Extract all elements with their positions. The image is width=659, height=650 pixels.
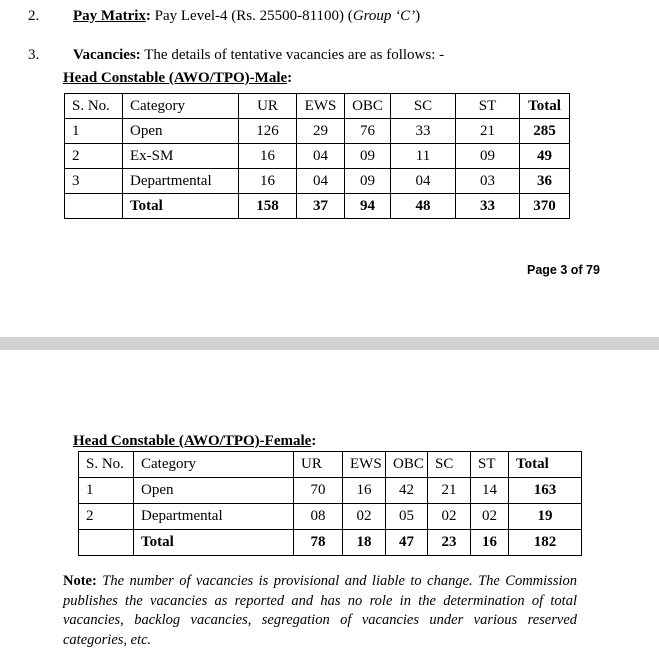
- table-cell: 23: [428, 530, 471, 556]
- table-cell: 1: [79, 478, 134, 504]
- female-vacancy-table: [78, 451, 582, 556]
- table-total-row: [79, 530, 582, 556]
- col-header-obc: OBC: [386, 452, 428, 478]
- table-cell: 70: [294, 478, 343, 504]
- table-cell: Departmental: [134, 504, 294, 530]
- table-cell: [79, 530, 134, 556]
- table-cell: 09: [345, 169, 391, 194]
- table-cell: Total: [123, 194, 239, 219]
- item-number: 3.: [28, 47, 40, 63]
- table-cell: 21: [456, 119, 520, 144]
- table-cell: 2: [79, 504, 134, 530]
- note-label: Note:: [63, 573, 97, 589]
- vacancies-text: Vacancies: The details of tentative vacancies are as follows: -: [73, 47, 445, 63]
- page-separator: [0, 337, 659, 350]
- table-row: [65, 119, 570, 144]
- table-cell: 02: [428, 504, 471, 530]
- table-cell: 19: [509, 504, 582, 530]
- table-cell: 16: [343, 478, 386, 504]
- col-header-sno: S. No.: [65, 94, 123, 119]
- table-cell: 09: [456, 144, 520, 169]
- col-header-total: Total: [509, 452, 582, 478]
- table-cell: 05: [386, 504, 428, 530]
- table-cell: 16: [471, 530, 509, 556]
- table-cell: Total: [134, 530, 294, 556]
- table-header-row: [79, 452, 582, 478]
- col-header-ur: UR: [294, 452, 343, 478]
- table-cell: 09: [345, 144, 391, 169]
- table-cell: 182: [509, 530, 582, 556]
- col-header-sc: SC: [391, 94, 456, 119]
- col-header-ur: UR: [239, 94, 297, 119]
- male-table-heading: Head Constable (AWO/TPO)-Male:: [63, 70, 293, 86]
- col-header-obc: OBC: [345, 94, 391, 119]
- table-row: [65, 144, 570, 169]
- table-cell: Open: [134, 478, 294, 504]
- table-cell: 18: [343, 530, 386, 556]
- table-cell: 94: [345, 194, 391, 219]
- col-header-total: Total: [520, 94, 570, 119]
- table-total-row: [65, 194, 570, 219]
- item-number: 2.: [28, 8, 40, 24]
- page-number: Page 3 of 79: [527, 263, 600, 277]
- male-vacancy-table: [64, 93, 570, 219]
- table-cell: 02: [471, 504, 509, 530]
- table-cell: 47: [386, 530, 428, 556]
- col-header-ews: EWS: [343, 452, 386, 478]
- table-cell: 33: [391, 119, 456, 144]
- table-cell: 21: [428, 478, 471, 504]
- pay-matrix-label: Pay Matrix: [73, 8, 146, 24]
- table-cell: Open: [123, 119, 239, 144]
- table-cell: 370: [520, 194, 570, 219]
- table-cell: 36: [520, 169, 570, 194]
- vacancies-label: Vacancies:: [73, 47, 141, 63]
- female-table-heading: Head Constable (AWO/TPO)-Female:: [73, 433, 317, 449]
- table-row: [79, 504, 582, 530]
- table-cell: 11: [391, 144, 456, 169]
- table-cell: 16: [239, 169, 297, 194]
- col-header-category: Category: [134, 452, 294, 478]
- table-cell: 126: [239, 119, 297, 144]
- table-cell: 04: [297, 169, 345, 194]
- col-header-st: ST: [456, 94, 520, 119]
- table-cell: 3: [65, 169, 123, 194]
- table-cell: 76: [345, 119, 391, 144]
- table-cell: [65, 194, 123, 219]
- table-cell: 02: [343, 504, 386, 530]
- table-cell: 42: [386, 478, 428, 504]
- table-cell: 2: [65, 144, 123, 169]
- table-cell: Departmental: [123, 169, 239, 194]
- group-c-italic: Group ‘C’: [352, 8, 416, 24]
- col-header-sno: S. No.: [79, 452, 134, 478]
- col-header-sc: SC: [428, 452, 471, 478]
- vacancy-note: [63, 572, 577, 650]
- table-row: [79, 478, 582, 504]
- col-header-category: Category: [123, 94, 239, 119]
- table-cell: 14: [471, 478, 509, 504]
- table-row: [65, 169, 570, 194]
- table-cell: Ex-SM: [123, 144, 239, 169]
- table-cell: 285: [520, 119, 570, 144]
- table-cell: 04: [297, 144, 345, 169]
- table-cell: 78: [294, 530, 343, 556]
- table-cell: 163: [509, 478, 582, 504]
- table-cell: 04: [391, 169, 456, 194]
- table-cell: 48: [391, 194, 456, 219]
- table-cell: 49: [520, 144, 570, 169]
- table-cell: 33: [456, 194, 520, 219]
- note-text: The number of vacancies is provisional and liable to change. The Commission publishes the vacancies as reported and has no role in the determination of total vacancies, backlog vacancies, segregation of vacancies under various reserved categories, etc.: [63, 573, 577, 648]
- table-cell: 08: [294, 504, 343, 530]
- table-cell: 29: [297, 119, 345, 144]
- table-cell: 37: [297, 194, 345, 219]
- table-cell: 03: [456, 169, 520, 194]
- table-cell: 16: [239, 144, 297, 169]
- table-cell: 1: [65, 119, 123, 144]
- table-cell: 158: [239, 194, 297, 219]
- pay-matrix-text: Pay Matrix: Pay Level-4 (Rs. 25500-81100) (Group ‘C’): [73, 8, 421, 24]
- col-header-ews: EWS: [297, 94, 345, 119]
- table-header-row: [65, 94, 570, 119]
- col-header-st: ST: [471, 452, 509, 478]
